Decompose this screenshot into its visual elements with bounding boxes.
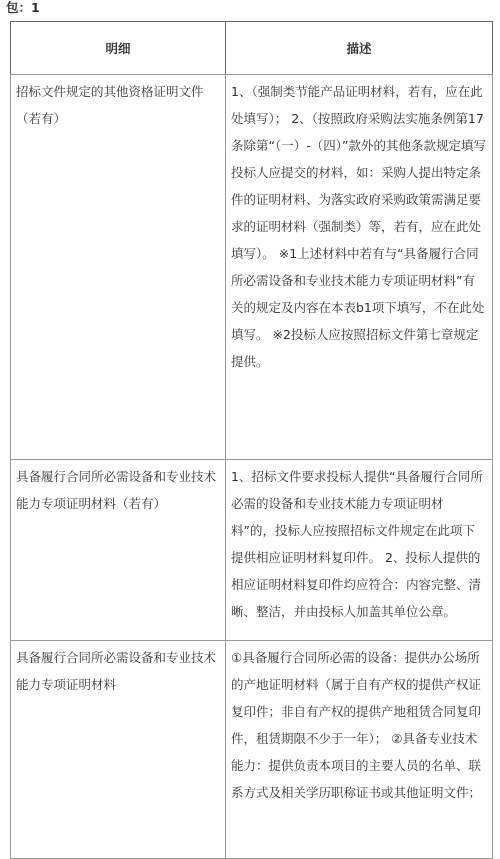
detail-cell: 具备履行合同所必需设备和专业技术能力专项证明材料 bbox=[11, 641, 226, 859]
package-label: 包：1 bbox=[6, 0, 40, 15]
table-header-row bbox=[11, 22, 493, 75]
description-cell: 1、招标文件要求投标人提供“具备履行合同所必需的设备和专业技术能力专项证明材料”的，投标人应按照招标文件规定在此项下提供相应证明材料复印件。 2、投标人提供的相应证明材料复印件均应符合：内容完整、清晰、整洁，并由投标人加盖其单位公章。 bbox=[226, 460, 493, 641]
table-row bbox=[11, 641, 493, 859]
table-row bbox=[11, 460, 493, 641]
requirements-table bbox=[10, 21, 493, 859]
detail-cell: 招标文件规定的其他资格证明文件（若有） bbox=[11, 75, 226, 460]
header-detail: 明细 bbox=[11, 22, 226, 75]
table-row bbox=[11, 75, 493, 460]
header-description: 描述 bbox=[226, 22, 493, 75]
description-cell: ①具备履行合同所必需的设备：提供办公场所的产地证明材料（属于自有产权的提供产权证复印件；非自有产权的提供产地租赁合同复印件，租赁期限不少于一年）； ②具备专业技术能力：提供负责本项目的主要人员的名单、联系方式及相关学历职称证书或其他证明文件； bbox=[226, 641, 493, 859]
description-cell: 1、（强制类节能产品证明材料，若有，应在此处填写）； 2、（按照政府采购法实施条例第17条除第“（一）-（四）”款外的其他条款规定填写投标人应提交的材料，如：采购人提出特定条件的证明材料、为落实政府采购政策需满足要求的证明材料（强制类）等，若有，应在此处填写）。 ※1上述材料中若有与“具备履行合同所必需设备和专业技术能力专项证明材料”有关的规定及内容在本表b1项下填写，不在此处填写。 ※2投标人应按照招标文件第七章规定提供。 bbox=[226, 75, 493, 460]
detail-cell: 具备履行合同所必需设备和专业技术能力专项证明材料（若有） bbox=[11, 460, 226, 641]
